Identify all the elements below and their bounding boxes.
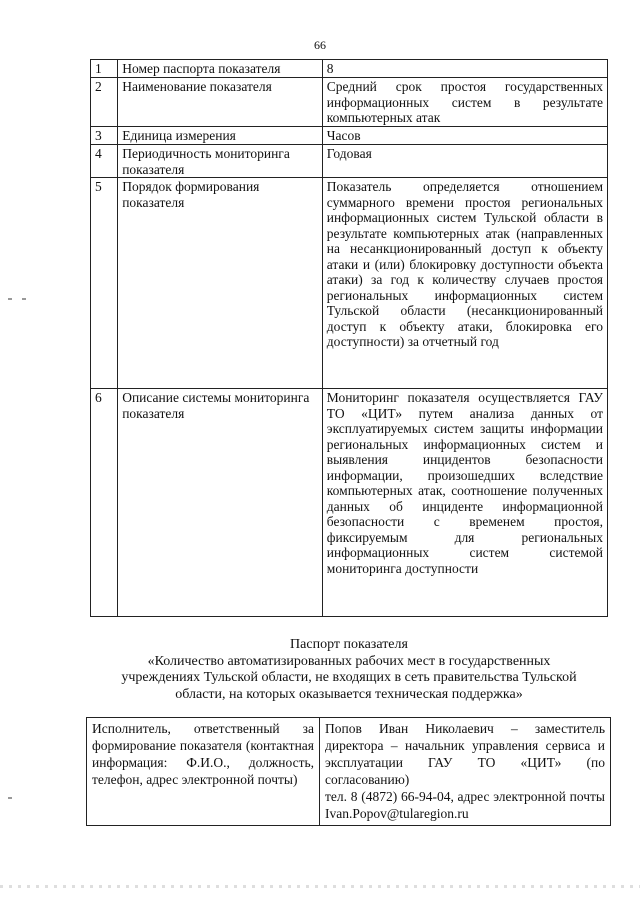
contact-phone-email: тел. 8 (4872) 66-94-04, адрес электронной почты Ivan.Popov@tularegion.ru bbox=[325, 789, 605, 821]
indicator-table bbox=[90, 59, 608, 617]
scan-artifact-line bbox=[0, 885, 640, 888]
row-number: 1 bbox=[91, 60, 118, 78]
table-row bbox=[91, 178, 608, 389]
table-row bbox=[91, 127, 608, 145]
row-value: Мониторинг показателя осуществляется ГАУ ТО «ЦИТ» путем анализа данных от эксплуатируемых систем защиты информации региональных информационных систем и выявления инцидентов безопасности информации, произошедших вследствие компьютерных атак, соотношение полученных данных об инциденте информационной безопасности с временем простоя, фиксируемым для региональных информационных систем системой мониторинга доступности bbox=[322, 389, 607, 617]
table-row bbox=[91, 389, 608, 617]
passport-title bbox=[90, 637, 608, 703]
passport-name-line: «Количество автоматизированных рабочих мест в государственных bbox=[147, 653, 551, 669]
contact-person: Попов Иван Николаевич – заместитель директора – начальник управления сервиса и эксплуатации ГАУ ТО «ЦИТ» (по согласованию) bbox=[325, 721, 605, 787]
row-number: 2 bbox=[91, 78, 118, 127]
table-row bbox=[91, 145, 608, 178]
contact-details bbox=[320, 718, 611, 826]
row-label: Порядок формирования показателя bbox=[118, 178, 323, 389]
table-row bbox=[91, 78, 608, 127]
passport-name-line: области, на которых оказывается техническая поддержка» bbox=[175, 686, 523, 702]
row-number: 4 bbox=[91, 145, 118, 178]
table-row bbox=[87, 718, 611, 826]
page-number: 66 bbox=[314, 38, 326, 52]
row-value: Средний срок простоя государственных информационных систем в результате компьютерных атак bbox=[322, 78, 607, 127]
row-label: Наименование показателя bbox=[118, 78, 323, 127]
row-label: Описание системы мониторинга показателя bbox=[118, 389, 323, 617]
passport-name-line: учреждениях Тульской области, не входящих в сеть правительства Тульской bbox=[121, 670, 577, 685]
scan-artifact-mark bbox=[8, 797, 12, 799]
contact-table bbox=[86, 717, 611, 826]
row-number: 5 bbox=[91, 178, 118, 389]
table-row bbox=[91, 60, 608, 78]
row-label: Периодичность мониторинга показателя bbox=[118, 145, 323, 178]
scan-artifact-mark bbox=[8, 298, 12, 300]
row-value: 8 bbox=[322, 60, 607, 78]
contact-label: Исполнитель, ответственный за формирование показателя (контактная информация: Ф.И.О., должность, телефон, адрес электронной почты) bbox=[87, 718, 320, 826]
row-value: Годовая bbox=[322, 145, 607, 178]
row-number: 6 bbox=[91, 389, 118, 617]
scan-artifact-mark bbox=[22, 298, 26, 300]
passport-heading: Паспорт показателя bbox=[290, 637, 408, 652]
row-label: Номер паспорта показателя bbox=[118, 60, 323, 78]
row-value: Часов bbox=[322, 127, 607, 145]
row-label: Единица измерения bbox=[118, 127, 323, 145]
row-number: 3 bbox=[91, 127, 118, 145]
row-value: Показатель определяется отношением суммарного времени простоя региональных информационных систем Тульской области в результате компьютерных атак (направленных на несанкционированный доступ к объекту атаки и (или) блокировку доступности объекта атаки) за год к количеству случаев простоя региональных информационных систем Тульской области (несанкционированный доступ к объекту атаки, блокировка его доступности) за отчетный год bbox=[322, 178, 607, 389]
